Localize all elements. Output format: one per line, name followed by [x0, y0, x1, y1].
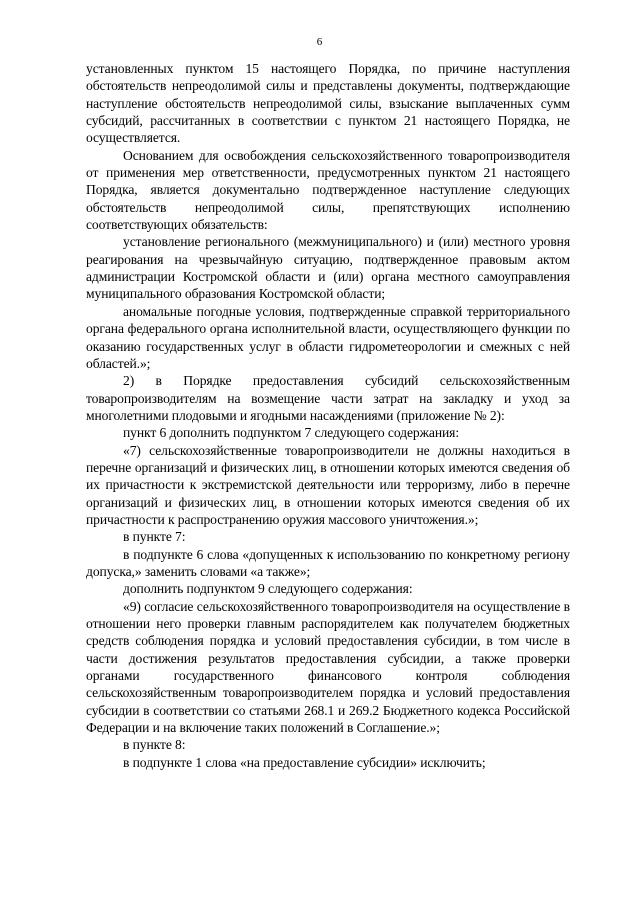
paragraph-point-8: в пункте 8: [123, 737, 186, 753]
page-number: 6 [316, 36, 323, 48]
paragraph-subpoint-9: «9) согласие сельскохозяйственного товаропроизводителя на осуществление в отношении него проверки главным распорядителем как получателем бюджетных средств соблюдения порядка и условий предоставления субсидии, в том числе в части достижения результатов предоставления субсидии, а также проверки органами государственного финансового контроля соблюдения сельскохозяйственным товаропроизводителем порядка и условий предоставления субсидии в соответствии со статьями 268.1 и 269.2 Бюджетного кодекса Российской Федерации и на включение таких положений в Соглашение.»; [86, 598, 570, 736]
paragraph-emergency-regime: установление регионального (межмуниципального) и (или) местного уровня реагирования на чрезвычайную ситуацию, подтвержденное правовым актом администрации Костромской области и (или) органа местного самоуправления муниципального образования Костромской области; [86, 234, 570, 302]
paragraph-subpoint-1: в подпункте 1 слова «на предоставление субсидии» исключить; [123, 754, 486, 770]
paragraph-subpoint-7: «7) сельскохозяйственные товаропроизводители не должны находиться в перечне организаций и физических лиц, в отношении которых имеются сведения об их причастности к экстремистской деятельности или терроризму, либо в перечне организаций и физических лиц, в отношении которых имеются сведения об их причастности к распространению оружия массового уничтожения.»; [86, 442, 570, 527]
paragraph-subpoint-6: в подпункте 6 слова «допущенных к использованию по конкретному региону допуска,» заменить словами «а также»; [86, 546, 570, 579]
paragraph-add-subpoint-9: дополнить подпунктом 9 следующего содержания: [123, 581, 413, 597]
paragraph-release-grounds: Основанием для освобождения сельскохозяйственного товаропроизводителя от применения мер ответственности, предусмотренных пунктом 21 настоящего Порядка, является документально подтвержденное наступление следующих обстоятельств непреодолимой силы, препятствующих исполнению соответствующих обязательств: [86, 147, 570, 233]
paragraph-point-7: в пункте 7: [123, 529, 186, 545]
paragraph-continuation: установленных пунктом 15 настоящего Порядка, по причине наступления обстоятельств непреодолимой силы и представлены документы, подтверждающие наступление обстоятельств непреодолимой силы, взыскание выплаченных сумм субсидий, рассчитанных в соответствии с пунктом 21 настоящего Порядка, не осуществляется. [86, 61, 570, 146]
paragraph-weather-conditions: аномальные погодные условия, подтвержденные справкой территориального органа федерального органа исполнительной власти, осуществляющего функции по оказанию государственных услуг в области гидрометеорологии и смежных с ней областей.»; [86, 303, 570, 371]
document-body [86, 60, 570, 771]
paragraph-item-2: 2) в Порядке предоставления субсидий сельскохозяйственным товаропроизводителям на возмещение части затрат на закладку и уход за многолетними плодовыми и ягодными насаждениями (приложение № 2): [86, 373, 570, 423]
paragraph-point-6: пункт 6 дополнить подпунктом 7 следующего содержания: [123, 425, 460, 441]
